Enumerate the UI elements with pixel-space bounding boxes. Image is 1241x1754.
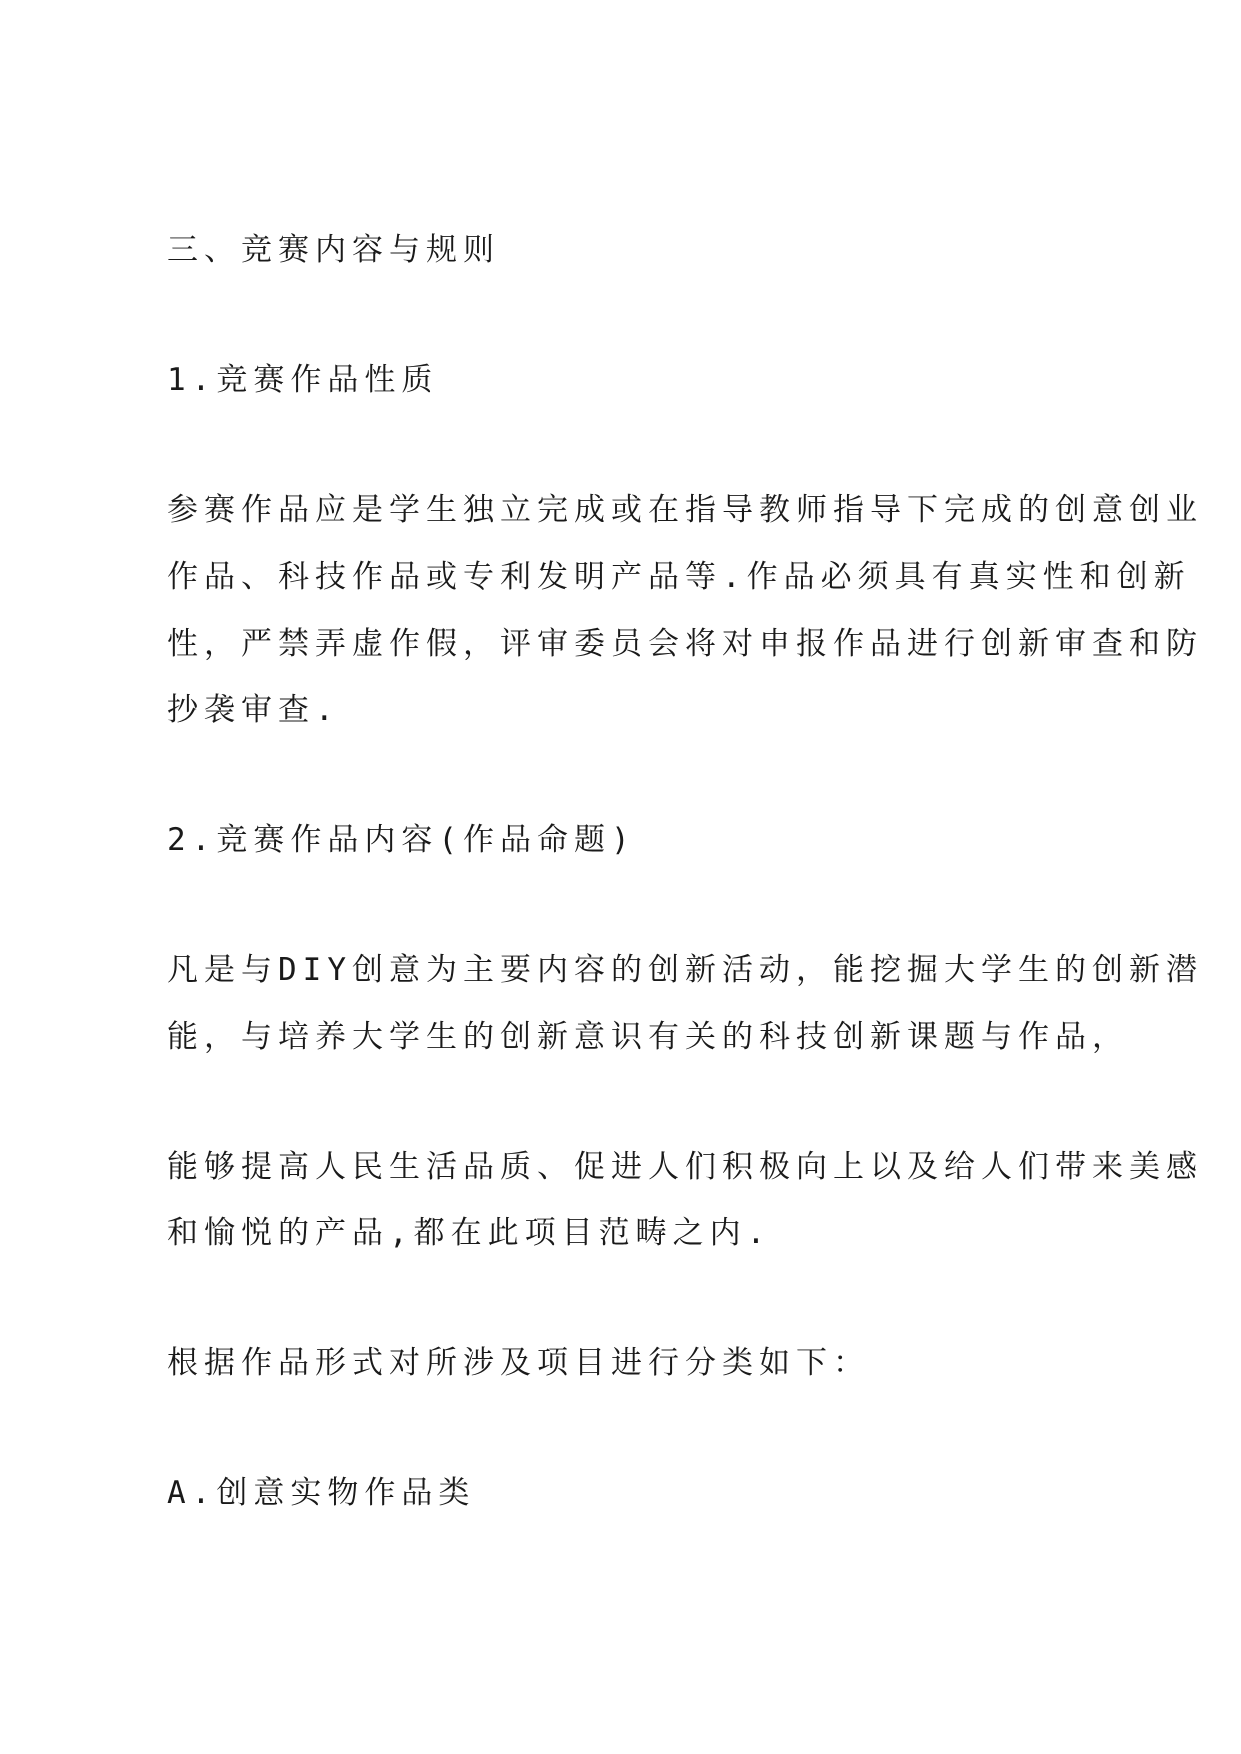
paragraph-line: 能够提高人民生活品质、促进人们积极向上以及给人们带来美感 xyxy=(167,1149,1203,1185)
paragraph-line: 和愉悦的产品,都在此项目范畴之内. xyxy=(167,1215,772,1251)
paragraph-line: 参赛作品应是学生独立完成或在指导教师指导下完成的创意创业 xyxy=(167,492,1203,528)
paragraph-line: 性，严禁弄虚作假，评审委员会将对申报作品进行创新审查和防 xyxy=(167,626,1203,662)
section-heading: 三、竞赛内容与规则 xyxy=(167,232,500,268)
category-heading-a: A.创意实物作品类 xyxy=(167,1475,476,1511)
paragraph-line: 能，与培养大学生的创新意识有关的科技创新课题与作品， xyxy=(167,1019,1129,1055)
subsection-heading-2: 2.竞赛作品内容(作品命题) xyxy=(167,822,636,858)
paragraph-line: 根据作品形式对所涉及项目进行分类如下： xyxy=(167,1345,870,1381)
paragraph-line: 凡是与DIY创意为主要内容的创新活动，能挖掘大学生的创新潜 xyxy=(167,952,1203,988)
paragraph-line: 抄袭审查. xyxy=(167,692,340,728)
paragraph-line: 作品、科技作品或专利发明产品等.作品必须具有真实性和创新 xyxy=(167,559,1191,595)
subsection-heading-1: 1.竞赛作品性质 xyxy=(167,362,439,398)
